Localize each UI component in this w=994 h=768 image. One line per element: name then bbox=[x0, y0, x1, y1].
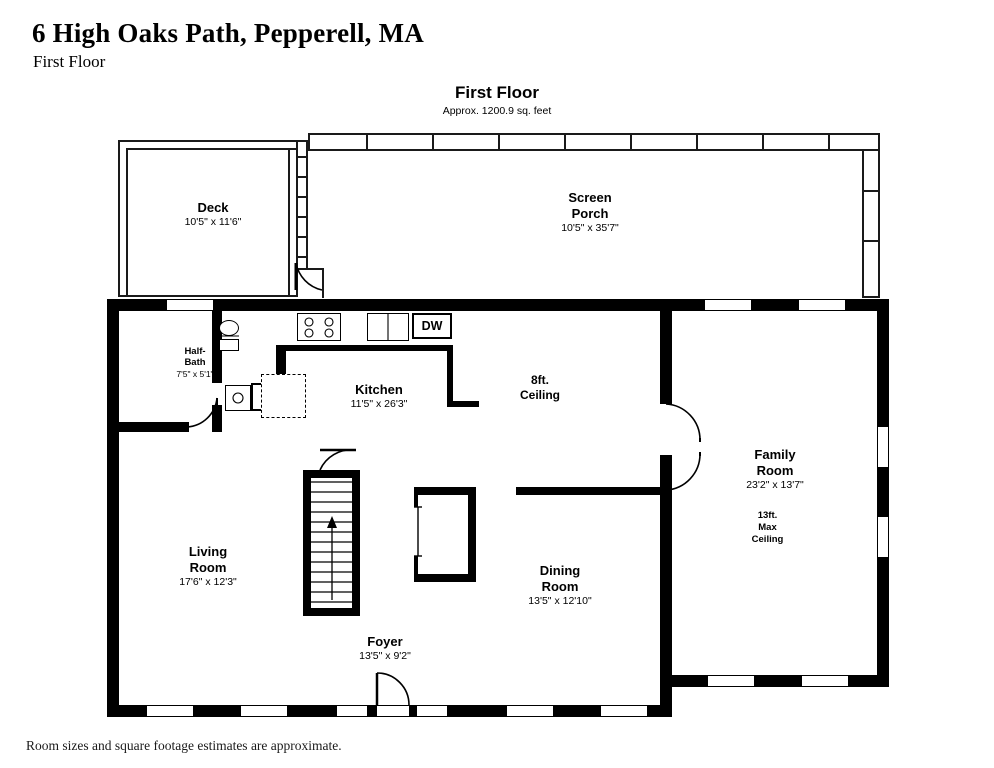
closet-doors bbox=[414, 507, 422, 556]
plan-disclaimer: Room sizes and square footage estimates are approximate. bbox=[26, 738, 342, 753]
exterior-wall-top-a bbox=[213, 299, 308, 311]
family-room-name-line2: Room bbox=[756, 462, 794, 478]
room-label-dining-room bbox=[480, 563, 640, 608]
porch-mullion-2 bbox=[432, 133, 434, 151]
stair-wall-bottom bbox=[303, 608, 360, 616]
porch-mullion-5 bbox=[630, 133, 632, 151]
half-bath-name-line2: Bath bbox=[184, 357, 206, 369]
dining-room-name-line2: Room bbox=[541, 578, 579, 594]
living-room-name-line2: Room bbox=[189, 559, 227, 575]
exterior-wall-top-d bbox=[751, 299, 799, 311]
porch-wall-top-inner bbox=[308, 149, 880, 151]
room-label-deck bbox=[128, 200, 298, 229]
deck-post-f bbox=[296, 256, 306, 258]
wall-bottom-right-return bbox=[660, 675, 672, 717]
family-room-wall-left-lower bbox=[660, 487, 672, 687]
room-label-family-room bbox=[690, 447, 860, 492]
window-bottom-2 bbox=[241, 705, 287, 717]
deck-wall-left bbox=[118, 140, 120, 297]
ceiling-note-13ft bbox=[705, 510, 830, 546]
porch-mullion-r2 bbox=[862, 240, 880, 242]
dining-room-dimensions: 13'5" x 12'10" bbox=[528, 594, 592, 607]
family-room-wall-bottom-3 bbox=[848, 675, 889, 687]
closet-wall-bottom bbox=[414, 574, 476, 582]
porch-mullion-6 bbox=[696, 133, 698, 151]
exterior-wall-bottom-2 bbox=[193, 705, 241, 717]
deck-step-side bbox=[322, 268, 324, 298]
family-room-name-line1: Family bbox=[754, 447, 796, 462]
porch-wall-top-outer bbox=[308, 133, 880, 135]
front-door-swing bbox=[377, 673, 409, 705]
plan-title: First Floor bbox=[454, 83, 540, 102]
stair-wall-left bbox=[303, 470, 311, 616]
plan-area-note: Approx. 1200.9 sq. feet bbox=[442, 105, 552, 117]
deck-bottom bbox=[118, 295, 298, 297]
deck-post-a bbox=[296, 156, 306, 158]
deck-step-edge bbox=[296, 268, 324, 270]
room-label-screen-porch bbox=[500, 190, 680, 235]
half-bath-dimensions: 7'5" x 5'1" bbox=[176, 368, 214, 379]
staircase bbox=[311, 482, 352, 602]
screen-porch-dimensions: 10'5" x 35'7" bbox=[561, 221, 619, 234]
window-right-2 bbox=[877, 517, 889, 557]
foyer-dimensions: 13'5" x 9'2" bbox=[359, 649, 411, 662]
exterior-wall-bottom-1 bbox=[107, 705, 147, 717]
ceiling-8ft-line2: Ceiling bbox=[519, 388, 560, 402]
porch-mullion-3 bbox=[498, 133, 500, 151]
dishwasher-label: DW bbox=[421, 319, 443, 333]
closet-wall-left-lower bbox=[414, 556, 418, 582]
exterior-wall-top-c bbox=[530, 299, 705, 311]
ceiling-8ft-line1: 8ft. bbox=[531, 373, 549, 387]
half-bath-name-line1: Half- bbox=[184, 346, 206, 357]
kitchen-dimensions: 11'5" x 26'3" bbox=[350, 397, 408, 410]
closet-wall-top bbox=[414, 487, 476, 495]
deck-rail-top-inner bbox=[126, 148, 296, 150]
ceiling-13ft-line3: Ceiling bbox=[751, 533, 784, 545]
screen-porch-name-line2: Porch bbox=[571, 205, 609, 221]
deck-porch-divider bbox=[296, 140, 306, 142]
exterior-wall-right-2 bbox=[877, 467, 889, 517]
window-top-3 bbox=[799, 299, 845, 311]
deck-wall-top bbox=[118, 140, 308, 142]
exterior-wall-bottom-5 bbox=[409, 705, 417, 717]
wall-oven bbox=[225, 385, 251, 411]
window-bottom-1 bbox=[147, 705, 193, 717]
kitchen-back-wall bbox=[276, 345, 452, 351]
room-label-kitchen bbox=[290, 382, 468, 411]
porch-mullion-1 bbox=[366, 133, 368, 151]
closet-wall-left bbox=[414, 487, 418, 507]
exterior-wall-bottom-3 bbox=[287, 705, 337, 717]
porch-mullion-4 bbox=[564, 133, 566, 151]
exterior-wall-bottom-6 bbox=[447, 705, 507, 717]
range-appliance bbox=[297, 313, 341, 341]
window-family-bottom-1 bbox=[708, 675, 754, 687]
family-room-wall-bottom-2 bbox=[754, 675, 802, 687]
porch-bottom bbox=[862, 296, 880, 298]
porch-wall-right-outer bbox=[878, 133, 880, 298]
exterior-wall-left bbox=[107, 299, 119, 717]
window-bottom-3 bbox=[337, 705, 367, 717]
room-label-foyer bbox=[305, 634, 465, 663]
deck-name: Deck bbox=[197, 200, 229, 215]
closet-wall-right bbox=[468, 487, 476, 582]
exterior-wall-right-1 bbox=[877, 299, 889, 427]
deck-dimensions: 10'5" x 11'6" bbox=[184, 215, 242, 228]
family-room-wall-left-upper bbox=[660, 299, 672, 404]
deck-post-b bbox=[296, 176, 306, 178]
dishwasher-tag bbox=[412, 313, 452, 339]
halfbath-wall-right-lower bbox=[212, 405, 222, 432]
dining-wall-top bbox=[516, 487, 666, 495]
deck-post-c bbox=[296, 196, 306, 198]
porch-wall-right-inner bbox=[862, 149, 864, 298]
front-door-opening bbox=[377, 705, 409, 717]
foyer-name: Foyer bbox=[367, 634, 403, 649]
exterior-wall-bottom-7 bbox=[553, 705, 601, 717]
porch-wall-left bbox=[308, 133, 310, 151]
porch-mullion-r1 bbox=[862, 190, 880, 192]
porch-mullion-8 bbox=[828, 133, 830, 151]
family-room-dimensions: 23'2" x 13'7" bbox=[746, 478, 804, 491]
exterior-wall-right-3 bbox=[877, 557, 889, 687]
page-subtitle: First Floor bbox=[33, 52, 106, 71]
room-label-half-bath bbox=[150, 346, 240, 379]
page-title: 6 High Oaks Path, Pepperell, MA bbox=[32, 18, 424, 48]
window-bottom-6 bbox=[601, 705, 647, 717]
dining-room-name-line1: Dining bbox=[539, 563, 581, 578]
room-label-living-room bbox=[128, 544, 288, 589]
window-top-2 bbox=[705, 299, 751, 311]
ceiling-13ft-line1: 13ft. bbox=[757, 510, 778, 521]
screen-porch-name-line1: Screen bbox=[568, 190, 612, 205]
stair-door bbox=[320, 450, 356, 470]
window-bottom-5 bbox=[507, 705, 553, 717]
exterior-wall-top-b bbox=[308, 299, 530, 311]
halfbath-wall-bottom bbox=[119, 422, 189, 432]
window-bottom-4 bbox=[417, 705, 447, 717]
living-room-name-line1: Living bbox=[188, 544, 228, 559]
family-room-wall-left-mid bbox=[660, 455, 672, 490]
window-top-1 bbox=[167, 299, 213, 311]
window-right-1 bbox=[877, 427, 889, 467]
stair-wall-top bbox=[303, 470, 360, 478]
ceiling-13ft-line2: Max bbox=[758, 521, 777, 533]
kitchen-sink bbox=[367, 313, 409, 341]
kitchen-name: Kitchen bbox=[355, 382, 403, 397]
exterior-wall-bottom-4 bbox=[367, 705, 377, 717]
stair-wall-right bbox=[352, 470, 360, 616]
toilet-fixture bbox=[219, 320, 239, 336]
porch-mullion-7 bbox=[762, 133, 764, 151]
ceiling-note-8ft bbox=[470, 373, 610, 403]
deck-post-e bbox=[296, 236, 306, 238]
deck-right-outer bbox=[306, 140, 308, 270]
window-family-bottom-2 bbox=[802, 675, 848, 687]
living-room-dimensions: 17'6" x 12'3" bbox=[179, 575, 237, 588]
